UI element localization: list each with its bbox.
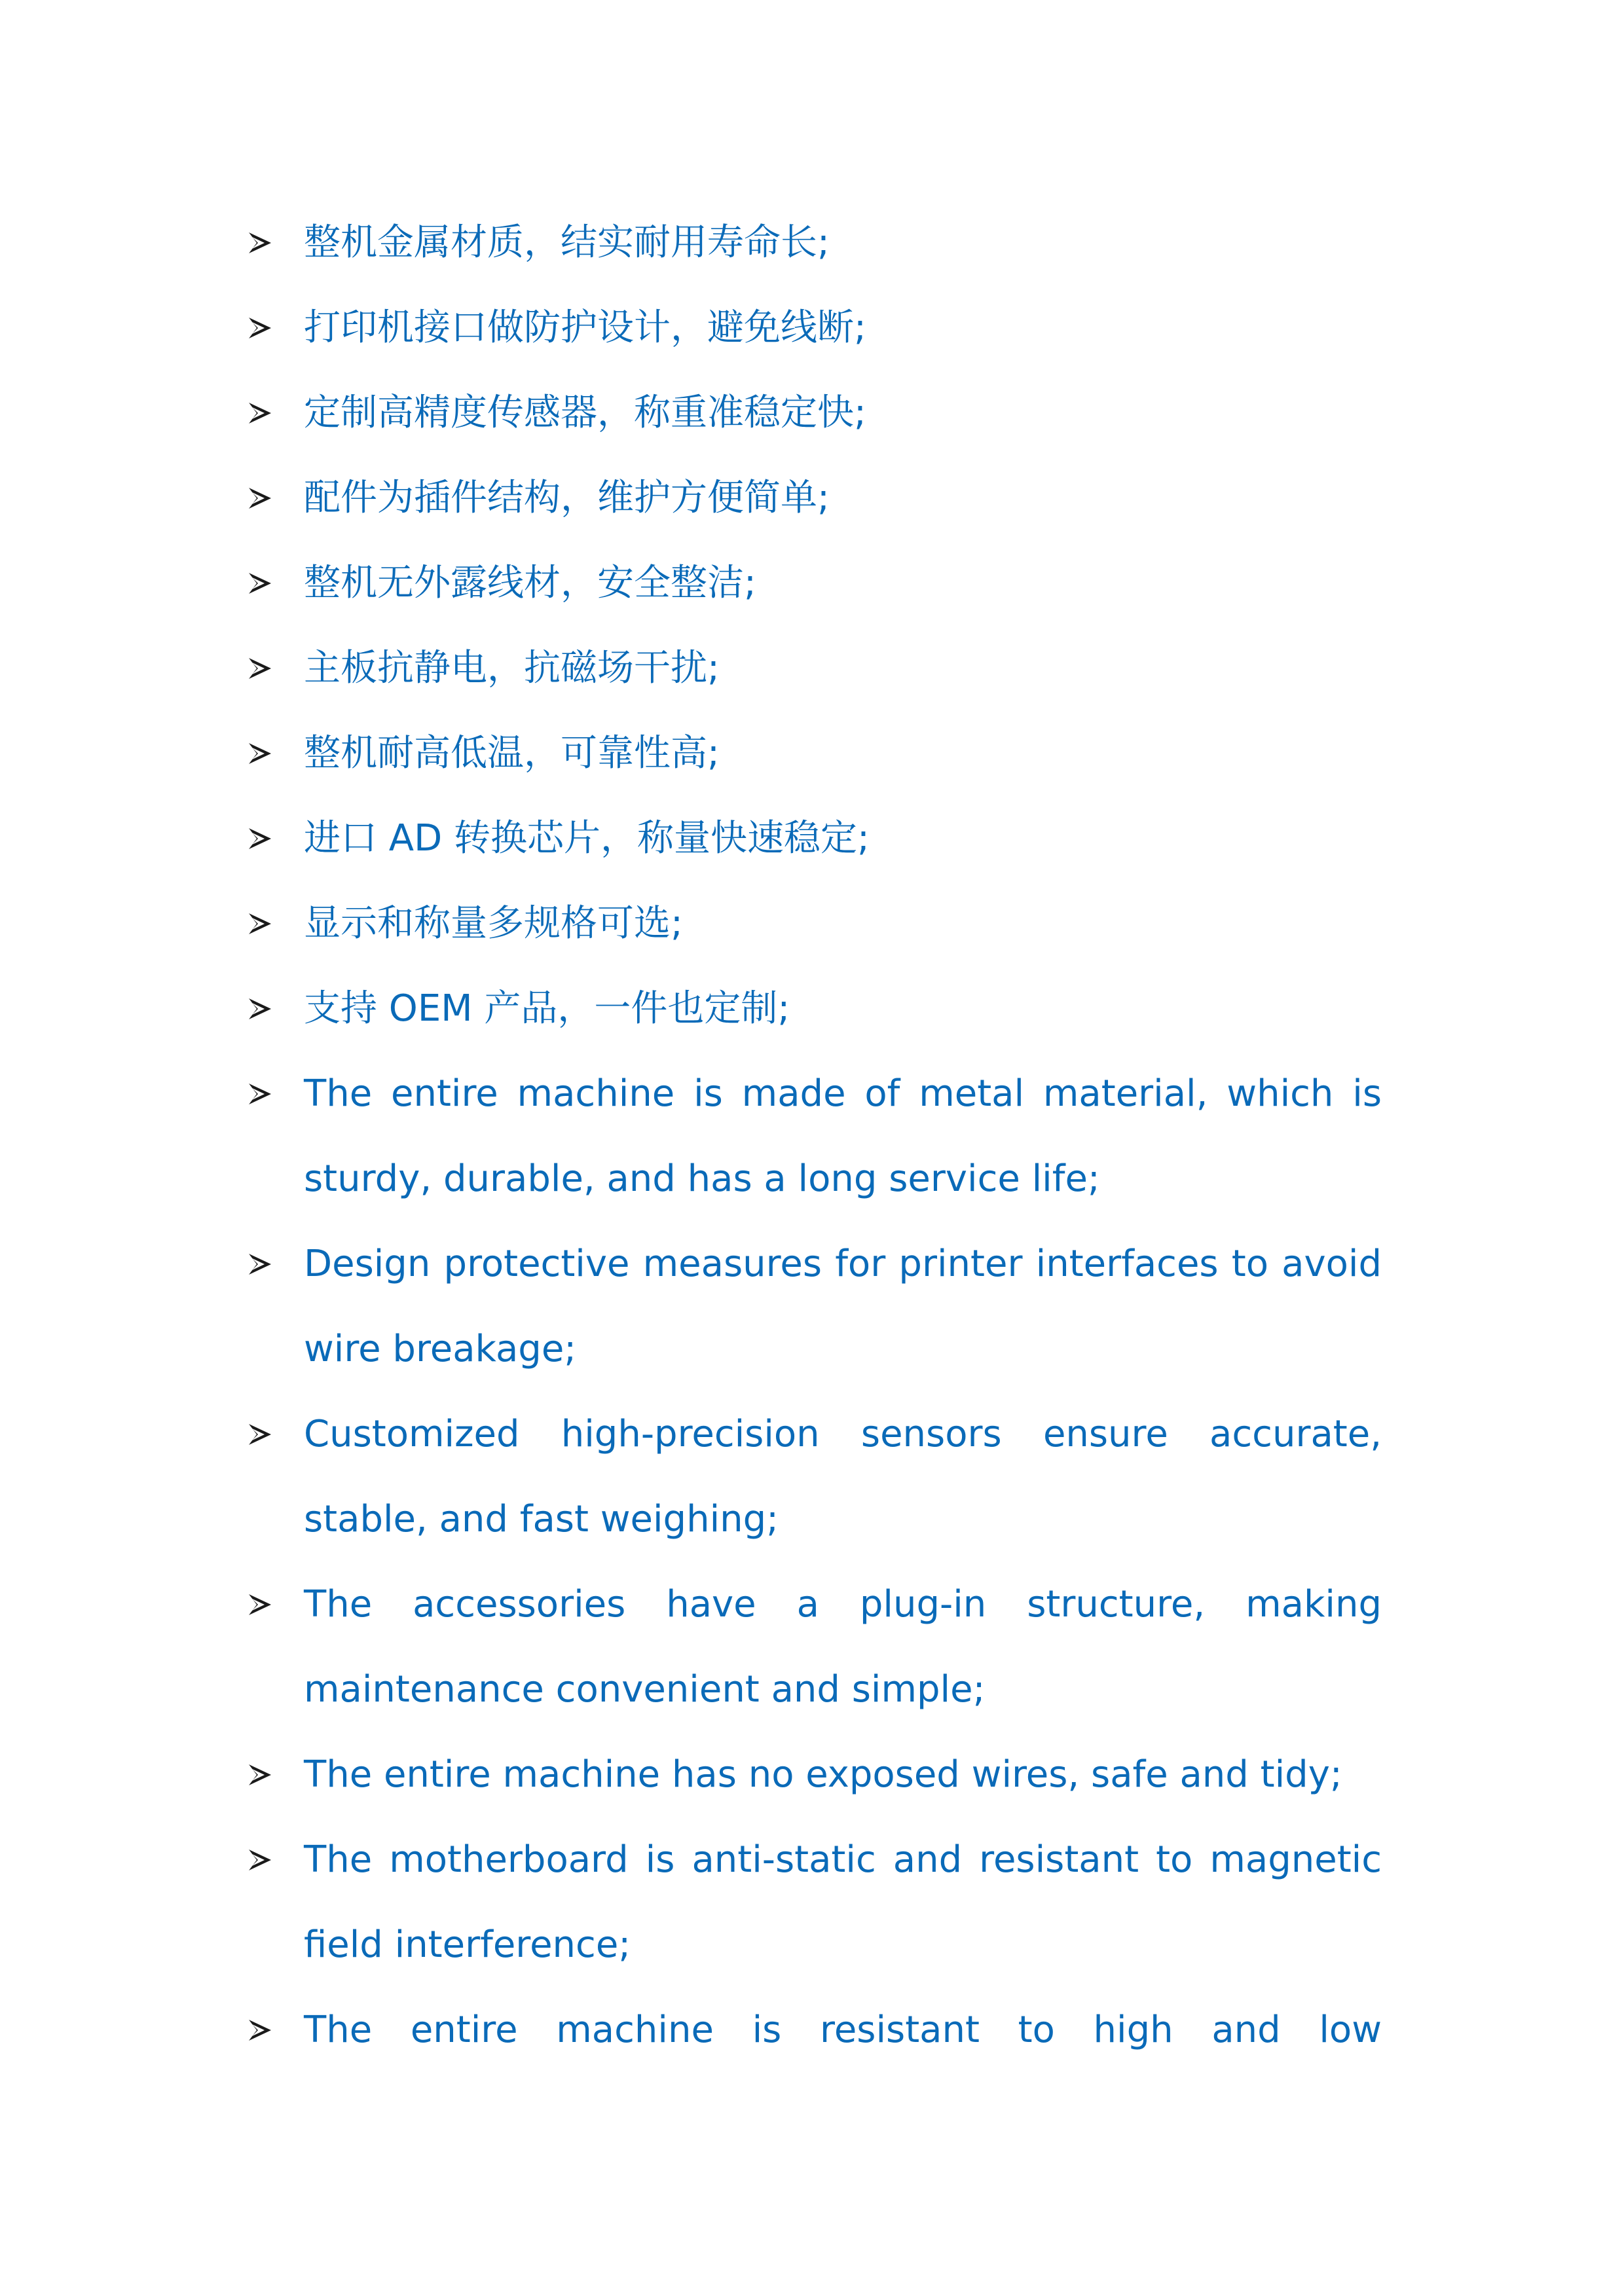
list-item-text: The entire machine is resistant to high and low — [304, 2009, 1382, 2051]
arrowhead-bullet-icon — [246, 541, 278, 626]
list-item-text: 支持 OEM 产品，一件也定制; — [304, 987, 790, 1030]
list-item-text: Customized high-precision sensors ensure accurate, stable, and fast weighing; — [304, 1413, 1382, 1540]
arrowhead-bullet-icon — [246, 285, 278, 371]
arrowhead-bullet-icon — [246, 796, 278, 881]
list-item — [246, 541, 1382, 626]
list-item-text: The entire machine is made of metal material, which is sturdy, durable, and has a long service life; — [304, 1072, 1382, 1200]
list-item — [246, 1222, 1382, 1392]
list-item — [246, 1392, 1382, 1562]
list-item-text: 配件为插件结构，维护方便简单; — [304, 477, 830, 519]
feature-list — [246, 200, 1382, 2073]
list-item — [246, 966, 1382, 1051]
arrowhead-bullet-icon — [246, 1051, 278, 1137]
list-item-text: 显示和称量多规格可选; — [304, 902, 683, 945]
list-item — [246, 456, 1382, 541]
arrowhead-bullet-icon — [246, 456, 278, 541]
list-item — [246, 626, 1382, 711]
list-item-text: 定制高精度传感器，称重准稳定快; — [304, 392, 866, 434]
arrowhead-bullet-icon — [246, 1988, 278, 2073]
list-item-text: The accessories have a plug-in structure, making maintenance convenient and simple; — [304, 1583, 1382, 1711]
list-item — [246, 1988, 1382, 2073]
list-item-text: 整机无外露线材，安全整洁; — [304, 562, 756, 604]
list-item-text: The motherboard is anti-static and resistant to magnetic field interference; — [304, 1838, 1382, 1966]
list-item — [246, 881, 1382, 966]
arrowhead-bullet-icon — [246, 711, 278, 796]
list-item-text: 整机耐高低温，可靠性高; — [304, 732, 720, 774]
list-item-text: The entire machine has no exposed wires, safe and tidy; — [304, 1753, 1342, 1796]
list-item — [246, 711, 1382, 796]
arrowhead-bullet-icon — [246, 1392, 278, 1477]
list-item — [246, 1732, 1382, 1817]
arrowhead-bullet-icon — [246, 371, 278, 456]
list-item — [246, 1817, 1382, 1988]
list-item-text: Design protective measures for printer interfaces to avoid wire breakage; — [304, 1243, 1382, 1370]
arrowhead-bullet-icon — [246, 626, 278, 711]
list-item — [246, 200, 1382, 285]
arrowhead-bullet-icon — [246, 200, 278, 285]
arrowhead-bullet-icon — [246, 1562, 278, 1647]
list-item — [246, 1051, 1382, 1222]
list-item — [246, 796, 1382, 881]
list-item-text: 打印机接口做防护设计，避免线断; — [304, 306, 866, 349]
list-item-text: 整机金属材质，结实耐用寿命长; — [304, 221, 830, 264]
arrowhead-bullet-icon — [246, 966, 278, 1051]
arrowhead-bullet-icon — [246, 1222, 278, 1307]
list-item — [246, 371, 1382, 456]
list-item — [246, 285, 1382, 371]
arrowhead-bullet-icon — [246, 1732, 278, 1817]
arrowhead-bullet-icon — [246, 1817, 278, 1903]
list-item — [246, 1562, 1382, 1732]
list-item-text: 进口 AD 转换芯片，称量快速稳定; — [304, 817, 870, 860]
arrowhead-bullet-icon — [246, 881, 278, 966]
list-item-text: 主板抗静电，抗磁场干扰; — [304, 647, 720, 689]
